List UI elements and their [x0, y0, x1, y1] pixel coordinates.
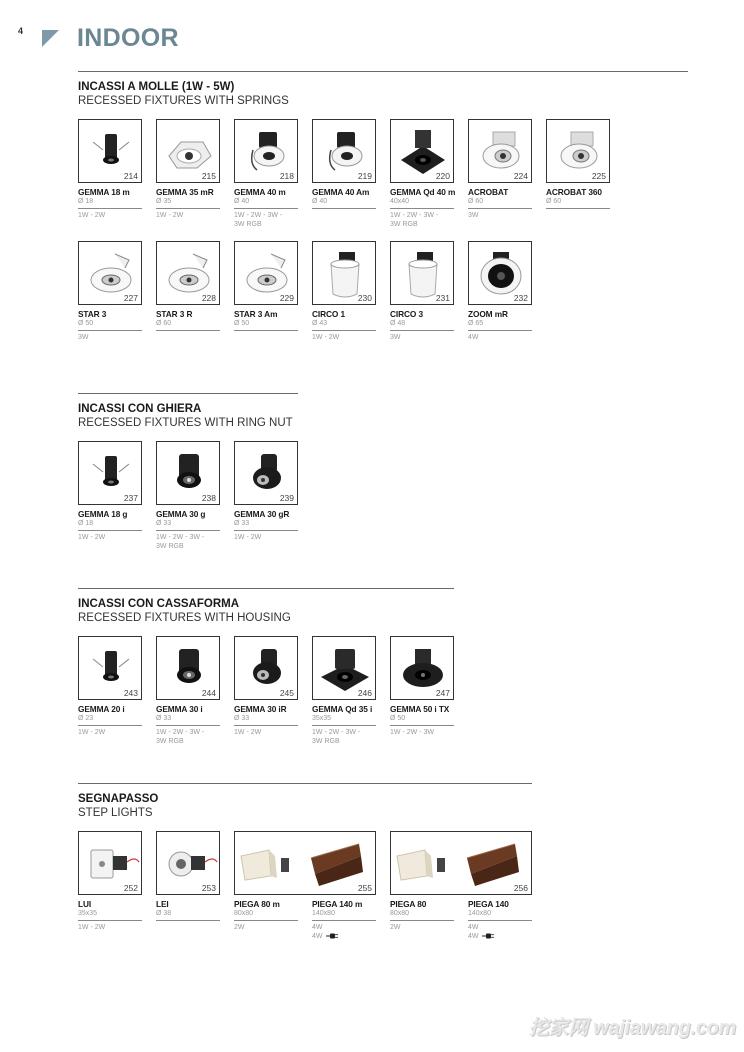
product-wattage-list	[156, 728, 220, 746]
product-name: GEMMA 20 i	[78, 704, 125, 714]
section-housing	[78, 588, 454, 748]
product-code: 247	[435, 688, 450, 698]
product-code: 238	[201, 493, 216, 503]
product-wattage-line	[156, 533, 220, 542]
product-name: GEMMA 30 i	[156, 704, 203, 714]
product-card[interactable]	[390, 241, 454, 342]
product-wattage: 4W	[312, 924, 323, 931]
product-divider	[156, 725, 220, 726]
product-divider	[312, 725, 376, 726]
product-divider	[78, 330, 142, 331]
product-dimension: 140x80	[312, 910, 335, 917]
product-name: ACROBAT 360	[546, 187, 602, 197]
product-card[interactable]	[390, 636, 454, 737]
product-wattage-line	[312, 923, 376, 932]
product-divider	[78, 530, 142, 531]
product-dimension: Ø 50	[78, 320, 94, 327]
product-wattage-list	[312, 333, 376, 342]
product-dimension: 35x35	[312, 715, 332, 722]
product-wattage: 1W - 2W - 3W -	[156, 729, 205, 736]
product-code: 228	[201, 293, 216, 303]
product-dimension: Ø 65	[468, 320, 484, 327]
product-code: 253	[201, 883, 216, 893]
section-rule	[78, 783, 532, 784]
product-card[interactable]	[234, 441, 298, 542]
product-grid	[78, 441, 298, 553]
product-dimension: Ø 33	[234, 520, 250, 527]
product-wattage-line	[234, 220, 298, 229]
product-name: GEMMA 40 Am	[312, 187, 370, 197]
product-code: 231	[435, 293, 450, 303]
section-subtitle: RECESSED FIXTURES WITH RING NUT	[78, 417, 293, 429]
page-number: 4	[18, 26, 24, 36]
product-divider	[78, 725, 142, 726]
product-card[interactable]	[468, 831, 532, 941]
product-name: PIEGA 80	[390, 899, 427, 909]
product-dimension: 80x80	[234, 910, 254, 917]
product-image	[312, 241, 376, 305]
product-name: GEMMA 35 mR	[156, 187, 214, 197]
product-dimension: Ø 60	[546, 198, 562, 205]
product-dimension: 35x35	[78, 910, 98, 917]
product-card[interactable]	[78, 441, 142, 542]
product-dimension: Ø 18	[78, 520, 94, 527]
product-name: GEMMA 30 gR	[234, 509, 290, 519]
section-subtitle: RECESSED FIXTURES WITH SPRINGS	[78, 95, 289, 107]
product-wattage-list	[390, 211, 454, 229]
section-title: SEGNAPASSO	[78, 793, 159, 805]
product-card[interactable]	[78, 119, 142, 220]
product-wattage-list	[78, 923, 142, 932]
product-code: 229	[279, 293, 294, 303]
product-wattage-line	[156, 542, 220, 551]
product-wattage-line	[234, 923, 298, 932]
product-name: GEMMA Qd 35 i	[312, 704, 373, 714]
product-dimension: 40x40	[390, 198, 410, 205]
product-divider	[546, 208, 610, 209]
product-wattage-list	[390, 333, 454, 342]
product-wattage-list	[78, 211, 142, 220]
product-name: LEI	[156, 899, 169, 909]
product-divider	[390, 920, 454, 921]
product-wattage: 1W - 2W - 3W -	[234, 212, 283, 219]
product-code: 218	[279, 171, 294, 181]
product-wattage-line	[234, 728, 298, 737]
product-card[interactable]	[312, 636, 376, 746]
product-wattage-line	[234, 533, 298, 542]
product-divider	[156, 330, 220, 331]
product-code: 230	[357, 293, 372, 303]
product-dimension: Ø 33	[156, 715, 172, 722]
product-divider	[234, 725, 298, 726]
product-image	[234, 636, 298, 700]
product-wattage-list	[78, 728, 142, 737]
product-wattage-line	[390, 211, 454, 220]
product-card[interactable]	[78, 636, 142, 737]
product-code: 237	[123, 493, 138, 503]
product-wattage-list	[390, 923, 454, 932]
product-wattage-line	[156, 737, 220, 746]
product-wattage: 2W	[234, 924, 245, 931]
product-wattage: 2W	[390, 924, 401, 931]
product-image	[78, 241, 142, 305]
product-wattage: 3W RGB	[234, 221, 262, 228]
product-wattage: 4W	[468, 924, 479, 931]
product-code: 214	[123, 171, 138, 181]
product-wattage-list	[468, 333, 532, 342]
product-image	[546, 119, 610, 183]
product-wattage-line	[390, 333, 454, 342]
product-wattage-line	[78, 533, 142, 542]
product-wattage-list	[234, 533, 298, 542]
product-wattage-line	[390, 923, 454, 932]
product-name: GEMMA 40 m	[234, 187, 286, 197]
product-name: PIEGA 140	[468, 899, 509, 909]
product-code: 215	[201, 171, 216, 181]
product-wattage-line	[156, 211, 220, 220]
product-image	[390, 241, 454, 305]
product-wattage: 3W RGB	[156, 738, 184, 745]
product-wattage: 1W - 2W - 3W -	[390, 212, 439, 219]
product-divider	[468, 330, 532, 331]
product-wattage-line	[78, 728, 142, 737]
product-wattage: 3W	[468, 212, 479, 219]
section-recessed-springs	[78, 71, 688, 351]
product-wattage-line	[78, 923, 142, 932]
product-image	[78, 831, 142, 895]
product-image	[78, 119, 142, 183]
product-wattage-line	[312, 333, 376, 342]
product-code: 244	[201, 688, 216, 698]
product-image	[234, 441, 298, 505]
product-wattage-list	[234, 923, 298, 932]
product-name: GEMMA 50 i TX	[390, 704, 450, 714]
product-card[interactable]	[468, 241, 532, 342]
product-divider	[468, 208, 532, 209]
product-divider	[312, 920, 376, 921]
product-dimension: Ø 38	[156, 910, 172, 917]
product-wattage: 4W	[312, 933, 323, 940]
product-card[interactable]	[156, 636, 220, 746]
product-code: 227	[123, 293, 138, 303]
product-wattage-line	[156, 728, 220, 737]
product-grid	[78, 831, 532, 943]
product-image	[390, 636, 454, 700]
product-wattage-line	[390, 728, 454, 737]
section-title: INCASSI CON CASSAFORMA	[78, 598, 240, 610]
product-card[interactable]	[156, 831, 220, 923]
section-subtitle: RECESSED FIXTURES WITH HOUSING	[78, 612, 291, 624]
product-dimension: 140x80	[468, 910, 491, 917]
product-dimension: Ø 43	[312, 320, 328, 327]
product-wattage-line	[312, 737, 376, 746]
product-divider	[234, 330, 298, 331]
product-dimension: Ø 40	[234, 198, 250, 205]
product-grid	[78, 636, 454, 748]
product-code: 232	[513, 293, 528, 303]
product-dimension: Ø 40	[312, 198, 328, 205]
product-code: 220	[435, 171, 450, 181]
product-card[interactable]	[312, 119, 376, 211]
product-dimension: Ø 33	[234, 715, 250, 722]
product-wattage: 1W - 2W	[234, 729, 262, 736]
product-dimension: Ø 50	[390, 715, 406, 722]
product-image	[156, 831, 220, 895]
product-card[interactable]	[156, 119, 220, 220]
product-wattage-list	[234, 728, 298, 737]
product-card[interactable]	[546, 119, 610, 211]
product-card[interactable]	[156, 241, 220, 333]
product-name: GEMMA 30 iR	[234, 704, 287, 714]
product-image	[234, 241, 298, 305]
product-name: STAR 3	[78, 309, 107, 319]
product-name: GEMMA Qd 40 m	[390, 187, 456, 197]
product-grid	[78, 119, 688, 351]
product-divider	[234, 530, 298, 531]
product-wattage-list	[78, 333, 142, 342]
plug-icon	[482, 933, 496, 939]
product-wattage: 1W - 2W	[156, 212, 184, 219]
corner-triangle-icon	[42, 30, 59, 47]
product-name: STAR 3 Am	[234, 309, 278, 319]
page-title: INDOOR	[77, 24, 179, 52]
product-image	[390, 119, 454, 183]
product-card[interactable]	[390, 119, 454, 229]
product-dimension: Ø 50	[234, 320, 250, 327]
product-image	[468, 119, 532, 183]
product-image	[78, 441, 142, 505]
product-card[interactable]	[312, 831, 376, 941]
product-divider	[234, 208, 298, 209]
product-image	[468, 241, 532, 305]
product-divider	[156, 530, 220, 531]
product-code: 246	[357, 688, 372, 698]
product-wattage-line	[468, 932, 532, 941]
white-folded-step-light-icon	[391, 832, 455, 895]
product-card[interactable]	[78, 241, 142, 342]
product-card[interactable]	[234, 119, 298, 229]
product-dimension: Ø 18	[78, 198, 94, 205]
section-title: INCASSI A MOLLE (1W - 5W)	[78, 81, 235, 93]
product-wattage-line	[468, 333, 532, 342]
product-code: 239	[279, 493, 294, 503]
product-divider	[468, 920, 532, 921]
product-name: PIEGA 140 m	[312, 899, 363, 909]
product-wattage-list	[156, 211, 220, 220]
product-divider	[312, 208, 376, 209]
product-code: 219	[357, 171, 372, 181]
product-wattage: 1W - 2W	[78, 729, 106, 736]
product-wattage-line	[234, 211, 298, 220]
product-name: CIRCO 3	[390, 309, 423, 319]
product-divider	[390, 208, 454, 209]
product-wattage-line	[78, 333, 142, 342]
product-dimension: 80x80	[390, 910, 410, 917]
product-dimension: Ø 60	[156, 320, 172, 327]
product-wattage: 3W	[390, 334, 401, 341]
product-divider	[78, 920, 142, 921]
product-card[interactable]	[468, 119, 532, 220]
product-divider	[78, 208, 142, 209]
product-wattage: 3W RGB	[312, 738, 340, 745]
section-step-lights	[78, 783, 532, 943]
product-wattage: 1W - 2W - 3W	[390, 729, 434, 736]
product-divider	[390, 330, 454, 331]
product-wattage: 1W - 2W - 3W -	[156, 534, 205, 541]
section-ring-nut	[78, 393, 298, 553]
product-image	[156, 441, 220, 505]
product-name: GEMMA 30 g	[156, 509, 206, 519]
product-card[interactable]	[78, 831, 142, 932]
product-wattage-line	[468, 923, 532, 932]
product-wattage-list	[468, 211, 532, 220]
plug-icon	[326, 933, 340, 939]
section-title: INCASSI CON GHIERA	[78, 403, 202, 415]
product-wattage-list	[312, 728, 376, 746]
product-dimension: Ø 33	[156, 520, 172, 527]
product-wattage: 4W	[468, 933, 479, 940]
section-subtitle: STEP LIGHTS	[78, 807, 153, 819]
white-folded-step-light-icon	[235, 832, 299, 895]
product-wattage-line	[468, 211, 532, 220]
section-rule	[78, 71, 688, 72]
product-wattage: 1W - 2W	[78, 212, 106, 219]
product-code: 243	[123, 688, 138, 698]
watermark: 挖家网 wajiawang.com	[528, 1017, 736, 1039]
product-wattage-line	[78, 211, 142, 220]
section-rule	[78, 393, 298, 394]
product-dimension: Ø 23	[78, 715, 94, 722]
product-divider	[234, 920, 298, 921]
product-image	[312, 119, 376, 183]
product-wattage: 1W - 2W	[78, 534, 106, 541]
product-dimension: Ø 48	[390, 320, 406, 327]
product-name: ACROBAT	[468, 187, 509, 197]
product-code: 245	[279, 688, 294, 698]
product-name: PIEGA 80 m	[234, 899, 280, 909]
product-wattage-list	[78, 533, 142, 542]
product-code: 255	[357, 883, 372, 893]
product-wattage-line	[312, 728, 376, 737]
product-wattage: 4W	[468, 334, 479, 341]
product-name: ZOOM mR	[468, 309, 508, 319]
product-wattage-list	[156, 533, 220, 551]
product-divider	[312, 330, 376, 331]
product-wattage: 1W - 2W	[312, 334, 340, 341]
section-rule	[78, 588, 454, 589]
product-divider	[156, 920, 220, 921]
product-name: CIRCO 1	[312, 309, 345, 319]
product-image	[156, 119, 220, 183]
product-wattage-list	[234, 211, 298, 229]
product-wattage: 3W	[78, 334, 89, 341]
product-wattage-line	[312, 932, 376, 941]
product-code: 225	[591, 171, 606, 181]
product-name: GEMMA 18 m	[78, 187, 130, 197]
product-name: LUI	[78, 899, 92, 909]
product-image	[234, 119, 298, 183]
product-wattage: 1W - 2W - 3W -	[312, 729, 361, 736]
product-image	[156, 636, 220, 700]
product-divider	[390, 725, 454, 726]
product-code: 224	[513, 171, 528, 181]
product-wattage: 3W RGB	[390, 221, 418, 228]
product-wattage-list	[468, 923, 532, 941]
product-code: 252	[123, 883, 138, 893]
product-image	[156, 241, 220, 305]
product-card[interactable]	[156, 441, 220, 551]
product-dimension: Ø 35	[156, 198, 172, 205]
product-wattage: 3W RGB	[156, 543, 184, 550]
product-card[interactable]	[234, 241, 298, 333]
product-wattage: 1W - 2W	[78, 924, 106, 931]
product-image	[78, 636, 142, 700]
product-wattage-line	[390, 220, 454, 229]
product-dimension: Ø 60	[468, 198, 484, 205]
product-divider	[156, 208, 220, 209]
product-image	[312, 636, 376, 700]
product-name: STAR 3 R	[156, 309, 193, 319]
product-card[interactable]	[312, 241, 376, 342]
product-wattage-list	[312, 923, 376, 941]
product-wattage-list	[390, 728, 454, 737]
product-name: GEMMA 18 g	[78, 509, 128, 519]
product-card[interactable]	[234, 636, 298, 737]
product-code: 256	[513, 883, 528, 893]
product-wattage: 1W - 2W	[234, 534, 262, 541]
